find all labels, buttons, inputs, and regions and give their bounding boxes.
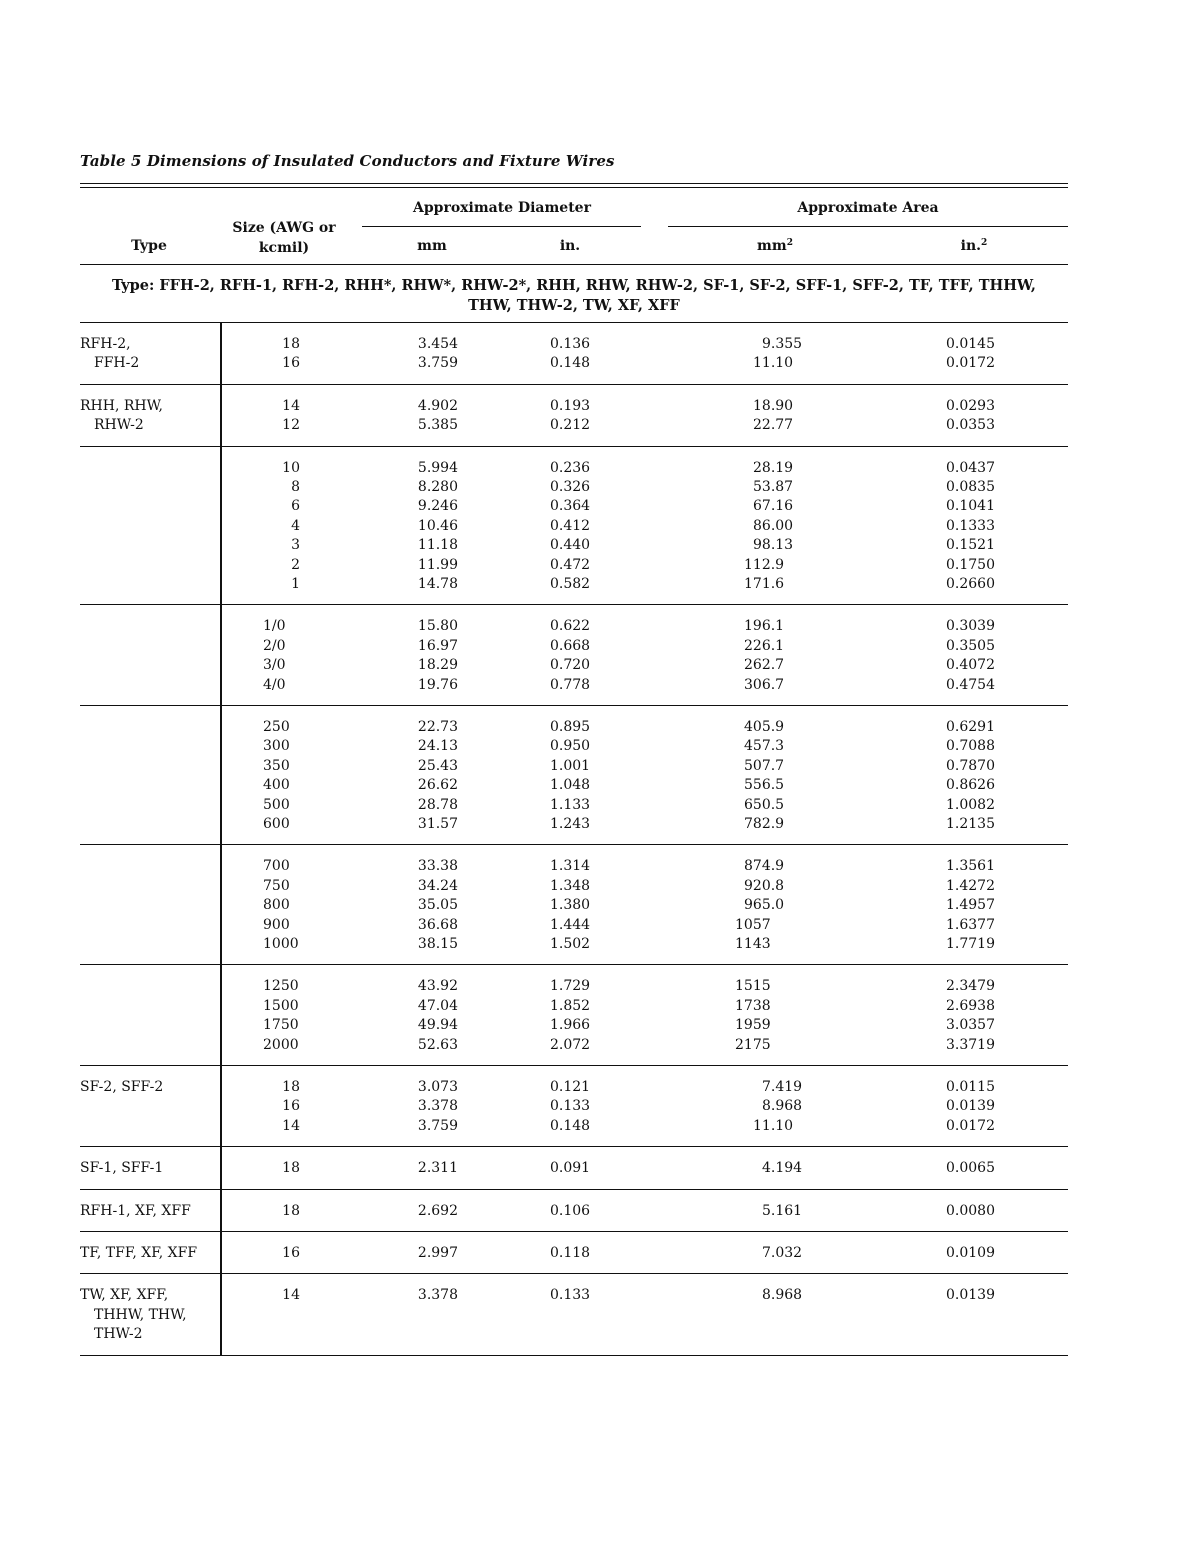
area-mm2-cell: 11.10 [753,355,794,372]
area-mm2-cell: 874.9 [744,858,785,875]
size-cell: 2 [291,556,300,573]
size-cell: 4/0 [263,676,286,693]
area-in2-cell: 0.0293 [946,397,995,414]
group-type-line: RFH-2, [80,336,131,352]
area-mm2-cell: 171.6 [744,576,785,592]
area-in2-cell: 0.0139 [946,1098,995,1115]
group-type-line: SF-1, SFF-1 [80,1160,164,1177]
group-type-line: RHW-2 [94,417,144,434]
diameter-mm-cell: 15.80 [417,618,458,635]
group-separator-rule [80,1231,1068,1232]
area-in2-cell: 0.0172 [946,355,995,372]
size-cell: 1/0 [263,618,286,635]
area-mm2-cell: 1057 [735,916,771,933]
size-cell: 1250 [263,978,299,995]
group-separator-rule [80,1189,1068,1190]
area-in2-cell: 3.0357 [946,1017,995,1034]
area-mm2-cell: 7.032 [762,1245,803,1261]
header-area: Approximate Area [797,200,939,216]
group-type-line: TW, XF, XFF, [80,1287,169,1304]
area-in2-cell: 0.2660 [946,576,995,592]
diameter-in-cell: 0.133 [550,1287,591,1304]
area-in2-cell: 0.0065 [946,1160,995,1177]
table-row [0,815,1200,834]
area-mm2-cell: 920.8 [744,877,785,894]
diameter-mm-cell: 22.73 [417,719,458,735]
area-in2-cell: 0.3039 [946,618,995,635]
size-cell: 18 [282,1160,300,1177]
diameter-in-cell: 1.048 [550,777,591,794]
diameter-mm-cell: 19.76 [417,676,458,693]
table-row [0,776,1200,795]
area-mm2-cell: 262.7 [744,657,785,674]
diameter-in-cell: 0.472 [550,556,591,573]
diameter-mm-cell: 11.99 [417,556,458,573]
diameter-mm-cell: 8.280 [417,479,458,495]
size-cell: 16 [282,1245,300,1261]
area-in2-cell: 1.7719 [946,936,995,952]
diameter-in-cell: 0.778 [550,676,591,693]
diameter-mm-cell: 9.246 [417,498,458,515]
table-row [0,757,1200,776]
diameter-mm-cell: 5.385 [417,417,458,434]
area-mm2-cell: 112.9 [744,556,785,573]
area-in2-cell: 0.0109 [946,1245,995,1261]
area-in2-cell: 1.2135 [946,816,995,832]
size-cell: 14 [282,1117,300,1134]
area-mm2-cell: 457.3 [744,738,785,755]
size-cell: 10 [282,459,300,476]
table-row [0,977,1200,996]
header-mm2-text: mm [757,238,787,254]
diameter-mm-cell: 3.378 [417,1098,458,1115]
group-separator-rule [80,844,1068,845]
area-in2-cell: 0.0145 [946,336,995,352]
area-in2-cell: 1.6377 [946,916,995,933]
size-cell: 18 [282,336,300,352]
area-in2-cell: 0.6291 [946,719,995,735]
type-banner-line2: THW, THW-2, TW, XF, XFF [468,297,680,314]
diameter-mm-cell: 52.63 [417,1036,458,1053]
table-row [0,459,1200,478]
diameter-mm-cell: 33.38 [417,858,458,875]
header-mm2: $mm^2$ [757,238,793,254]
group-separator-rule [80,1146,1068,1147]
diameter-in-cell: 0.193 [550,397,591,414]
diameter-mm-cell: 26.62 [417,777,458,794]
diameter-in-cell: 0.440 [550,537,591,554]
area-mm2-cell: 650.5 [744,796,785,813]
area-mm2-cell: 556.5 [744,777,785,794]
area-in2-cell: 0.3505 [946,637,995,654]
table-row [0,796,1200,815]
group-separator-rule [80,1065,1068,1066]
area-mm2-cell: 5.161 [762,1202,803,1219]
area-in2-cell: 3.3719 [946,1036,995,1053]
area-in2-cell: 2.6938 [946,997,995,1014]
area-mm2-cell: 22.77 [753,417,794,434]
header-size [222,218,346,258]
table-row [0,877,1200,896]
diameter-in-cell: 0.148 [550,1117,591,1134]
area-mm2-cell: 1143 [735,936,771,952]
table-row [0,1202,1200,1221]
size-cell: 350 [263,757,290,774]
group-separator-rule [80,964,1068,965]
diameter-mm-cell: 49.94 [417,1017,458,1034]
table-row [0,575,1200,594]
diameter-in-cell: 0.364 [550,498,591,515]
diameter-in-cell: 1.729 [550,978,591,995]
area-in2-cell: 0.0080 [946,1202,995,1219]
area-mm2-cell: 1959 [735,1017,771,1034]
table-caption: Table 5 Dimensions of Insulated Conductors and Fixture Wires [80,152,615,170]
diameter-in-cell: 1.852 [550,997,591,1014]
group-separator-rule [80,1355,1068,1356]
size-cell: 6 [291,498,300,515]
area-in2-cell: 0.7088 [946,738,995,755]
area-mm2-cell: 226.1 [744,637,785,654]
table-row [0,676,1200,695]
header-area-rule [668,226,1068,227]
diameter-mm-cell: 25.43 [417,757,458,774]
diameter-mm-cell: 47.04 [417,997,458,1014]
size-cell: 1750 [263,1017,299,1034]
group-type-line: THW-2 [94,1326,143,1343]
area-mm2-cell: 965.0 [744,897,785,914]
size-cell: 18 [282,1079,300,1095]
diameter-in-cell: 0.136 [550,336,591,352]
table-row [0,536,1200,555]
diameter-in-cell: 0.212 [550,417,591,434]
diameter-mm-cell: 3.073 [417,1079,458,1095]
diameter-in-cell: 0.326 [550,479,591,495]
group-type-line: SF-2, SFF-2 [80,1079,164,1095]
group-separator-rule [80,705,1068,706]
size-cell: 2000 [263,1036,299,1053]
diameter-in-cell: 0.622 [550,618,591,635]
area-in2-cell: 0.1521 [946,537,995,554]
area-in2-cell: 0.0172 [946,1117,995,1134]
area-in2-cell: 2.3479 [946,978,995,995]
size-cell: 14 [282,1287,300,1304]
area-in2-cell: 1.0082 [946,796,995,813]
header-size-line2: kcmil) [258,240,310,256]
banner-bottom-rule [80,322,1068,323]
area-mm2-cell: 18.90 [753,397,794,414]
size-cell: 14 [282,397,300,414]
diameter-in-cell: 1.380 [550,897,591,914]
diameter-mm-cell: 11.18 [417,537,458,554]
diameter-in-cell: 0.148 [550,355,591,372]
diameter-mm-cell: 3.759 [417,355,458,372]
table-row [0,397,1200,416]
size-cell: 4 [291,517,300,534]
table-row [0,1286,1200,1305]
table-row [0,1117,1200,1136]
area-in2-cell: 1.3561 [946,858,995,875]
size-cell: 12 [282,417,300,434]
diameter-mm-cell: 36.68 [417,916,458,933]
diameter-mm-cell: 3.759 [417,1117,458,1134]
diameter-in-cell: 0.412 [550,517,591,534]
diameter-in-cell: 0.121 [550,1079,591,1095]
size-cell: 700 [263,858,290,875]
size-cell: 16 [282,355,300,372]
diameter-in-cell: 1.133 [550,796,591,813]
table-row [0,497,1200,516]
header-bottom-rule [80,264,1068,265]
table-row [0,997,1200,1016]
type-banner [80,276,1068,316]
diameter-in-cell: 0.236 [550,459,591,476]
diameter-in-cell: 0.118 [550,1245,591,1261]
size-cell: 900 [263,916,290,933]
table-top-rule-inner [80,187,1068,188]
header-diameter: Approximate Diameter [413,200,591,216]
area-mm2-cell: 7.419 [762,1079,803,1095]
table-row [0,896,1200,915]
diameter-in-cell: 0.668 [550,637,591,654]
diameter-mm-cell: 14.78 [417,576,458,592]
diameter-mm-cell: 2.692 [417,1202,458,1219]
diameter-mm-cell: 4.902 [417,397,458,414]
diameter-mm-cell: 3.454 [417,336,458,352]
size-cell: 300 [263,738,290,755]
diameter-mm-cell: 38.15 [417,936,458,952]
diameter-in-cell: 0.091 [550,1160,591,1177]
area-mm2-cell: 1515 [735,978,771,995]
size-cell: 250 [263,719,290,735]
area-in2-cell: 0.1750 [946,556,995,573]
area-in2-cell: 0.0115 [946,1079,995,1095]
area-mm2-cell: 196.1 [744,618,785,635]
area-in2-cell: 0.1333 [946,517,995,534]
header-size-line1: Size (AWG or [232,220,336,236]
size-cell: 18 [282,1202,300,1219]
diameter-mm-cell: 2.997 [417,1245,458,1261]
size-cell: 8 [291,479,300,495]
table-row [0,718,1200,737]
area-in2-cell: 0.1041 [946,498,995,515]
area-in2-cell: 0.0835 [946,479,995,495]
size-cell: 600 [263,816,290,832]
area-mm2-cell: 306.7 [744,676,785,693]
diameter-in-cell: 0.895 [550,719,591,735]
size-cell: 400 [263,777,290,794]
size-cell: 800 [263,897,290,914]
diameter-mm-cell: 34.24 [417,877,458,894]
area-mm2-cell: 53.87 [753,479,794,495]
header-diameter-rule [362,226,641,227]
group-type-line: TF, TFF, XF, XFF [80,1245,198,1261]
table-row [0,656,1200,675]
group-separator-rule [80,384,1068,385]
group-separator-rule [80,604,1068,605]
table-row [0,617,1200,636]
diameter-in-cell: 0.950 [550,738,591,755]
header-mm: mm [417,238,447,254]
diameter-mm-cell: 24.13 [417,738,458,755]
type-banner-line1: Type: FFH-2, RFH-1, RFH-2, RHH*, RHW*, RHW-2*, RHH, RHW, RHW-2, SF-1, SF-2, SFF-1, SFF-2, TF, TFF, THHW, [112,277,1036,294]
diameter-mm-cell: 2.311 [417,1160,458,1177]
table-row [0,916,1200,935]
table-row [0,637,1200,656]
area-mm2-cell: 8.968 [762,1287,803,1304]
size-cell: 1 [291,576,300,592]
diameter-mm-cell: 31.57 [417,816,458,832]
area-in2-cell: 1.4272 [946,877,995,894]
area-in2-cell: 0.8626 [946,777,995,794]
area-mm2-cell: 1738 [735,997,771,1014]
table-row [0,1078,1200,1097]
diameter-in-cell: 0.106 [550,1202,591,1219]
area-mm2-cell: 2175 [735,1036,771,1053]
area-in2-cell: 1.4957 [946,897,995,914]
area-mm2-cell: 67.16 [753,498,794,515]
diameter-mm-cell: 18.29 [417,657,458,674]
table-row [0,517,1200,536]
area-mm2-cell: 86.00 [753,517,794,534]
table-row [0,1036,1200,1055]
area-mm2-cell: 9.355 [762,336,803,352]
diameter-in-cell: 2.072 [550,1036,591,1053]
header-in: in. [559,238,581,254]
table-row [0,1159,1200,1178]
table-row [0,556,1200,575]
diameter-in-cell: 0.582 [550,576,591,592]
diameter-in-cell: 1.314 [550,858,591,875]
group-type-line: FFH-2 [94,355,140,372]
diameter-in-cell: 1.001 [550,757,591,774]
table-row [0,1097,1200,1116]
table-row [0,354,1200,373]
area-in2-cell: 0.0139 [946,1287,995,1304]
header-type: Type [131,238,167,254]
area-in2-cell: 0.4754 [946,676,995,693]
area-mm2-cell: 8.968 [762,1098,803,1115]
area-mm2-cell: 98.13 [753,537,794,554]
group-separator-rule [80,446,1068,447]
diameter-in-cell: 1.502 [550,936,591,952]
diameter-in-cell: 0.133 [550,1098,591,1115]
area-in2-cell: 0.4072 [946,657,995,674]
size-cell: 500 [263,796,290,813]
diameter-in-cell: 0.720 [550,657,591,674]
size-cell: 2/0 [263,637,286,654]
area-in2-cell: 0.0437 [946,459,995,476]
area-in2-cell: 0.0353 [946,417,995,434]
diameter-mm-cell: 43.92 [417,978,458,995]
header-in2: in.$^2$ [960,238,988,254]
area-mm2-cell: 4.194 [762,1160,803,1177]
table-row [0,478,1200,497]
area-mm2-cell: 11.10 [753,1117,794,1134]
table-top-rule [80,183,1068,184]
area-mm2-cell: 405.9 [744,719,785,735]
area-mm2-cell: 507.7 [744,757,785,774]
size-cell: 1000 [263,936,299,952]
header-in2-text: in. [960,238,982,254]
diameter-mm-cell: 3.378 [417,1287,458,1304]
table-row [0,935,1200,954]
diameter-mm-cell: 35.05 [417,897,458,914]
area-mm2-cell: 28.19 [753,459,794,476]
table-row [0,1244,1200,1263]
diameter-mm-cell: 5.994 [417,459,458,476]
group-separator-rule [80,1273,1068,1274]
table-row [0,335,1200,354]
area-mm2-cell: 782.9 [744,816,785,832]
table-row [0,416,1200,435]
area-in2-cell: 0.7870 [946,757,995,774]
diameter-mm-cell: 10.46 [417,517,458,534]
diameter-mm-cell: 16.97 [417,637,458,654]
table-row [0,1016,1200,1035]
diameter-in-cell: 1.348 [550,877,591,894]
diameter-mm-cell: 28.78 [417,796,458,813]
size-cell: 1500 [263,997,299,1014]
size-cell: 3 [291,537,300,554]
table-row [0,737,1200,756]
size-cell: 750 [263,877,290,894]
group-type-line: RFH-1, XF, XFF [80,1202,191,1219]
diameter-in-cell: 1.243 [550,816,591,832]
size-cell: 3/0 [263,657,286,674]
diameter-in-cell: 1.966 [550,1017,591,1034]
group-type-line: THHW, THW, [94,1306,187,1323]
diameter-in-cell: 1.444 [550,916,591,933]
table-row [0,857,1200,876]
group-type-line: RHH, RHW, [80,397,164,414]
size-cell: 16 [282,1098,300,1115]
